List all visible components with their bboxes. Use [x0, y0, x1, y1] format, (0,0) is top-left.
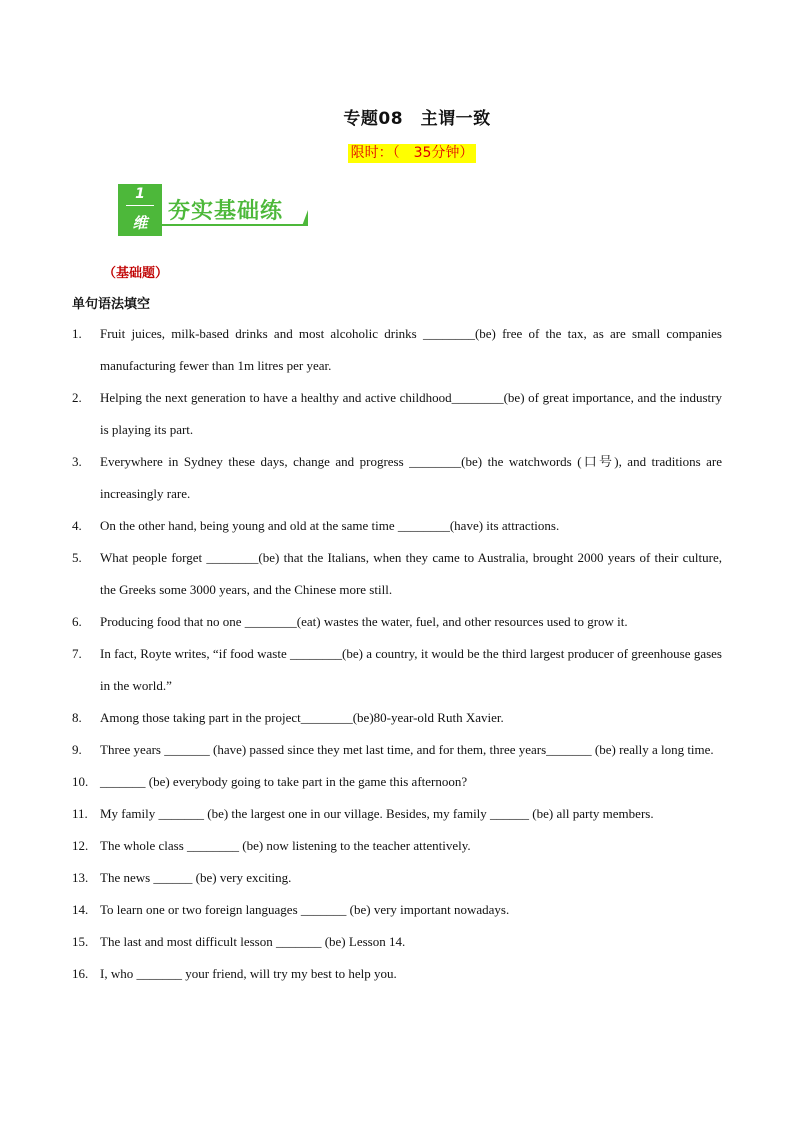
banner-number: 1	[135, 186, 145, 202]
banner-dimension: 维	[132, 214, 148, 232]
question-text: In fact, Royte writes, “if food waste ________(be) a country, it would be the third largest producer of greenhouse gases in the world.”	[100, 646, 722, 693]
banner-badge	[118, 184, 162, 236]
question-item	[72, 382, 722, 446]
question-number: 2.	[72, 390, 82, 405]
question-number: 11.	[72, 806, 88, 821]
question-number: 5.	[72, 550, 82, 565]
question-number: 12.	[72, 838, 89, 853]
question-text: The whole class ________ (be) now listening to the teacher attentively.	[100, 838, 471, 853]
question-item	[72, 318, 722, 382]
question-number: 6.	[72, 614, 82, 629]
question-item	[72, 734, 722, 766]
question-number: 4.	[72, 518, 82, 533]
question-item	[72, 894, 722, 926]
question-item	[72, 926, 722, 958]
question-text: The news ______ (be) very exciting.	[100, 870, 292, 885]
question-number: 3.	[72, 454, 82, 469]
banner-underline	[162, 224, 304, 226]
question-text: The last and most difficult lesson _______ (be) Lesson 14.	[100, 934, 406, 949]
question-number: 1.	[72, 326, 82, 341]
question-text: Everywhere in Sydney these days, change and progress ________(be) the watchwords (口号), and traditions are increasingly rare.	[100, 454, 722, 501]
time-limit-row	[0, 144, 794, 163]
question-item	[72, 606, 722, 638]
question-text: To learn one or two foreign languages _______ (be) very important nowadays.	[100, 902, 510, 917]
time-limit: 限时：（ 35分钟）	[348, 144, 477, 163]
question-number: 7.	[72, 646, 82, 661]
section-title: 单句语法填空	[72, 297, 151, 312]
question-text: My family _______ (be) the largest one in our village. Besides, my family ______ (be) all party members.	[100, 806, 654, 821]
section-banner	[118, 184, 314, 238]
question-number: 16.	[72, 966, 89, 981]
question-text: Fruit juices, milk-based drinks and most alcoholic drinks ________(be) free of the tax, as are small companies manufacturing fewer than 1m litres per year.	[100, 326, 722, 373]
question-text: Among those taking part in the project________(be)80-year-old Ruth Xavier.	[100, 710, 504, 725]
banner-tick-icon	[302, 210, 308, 226]
question-number: 9.	[72, 742, 82, 757]
banner-text: 夯实基础练	[168, 199, 284, 224]
question-text: Three years _______ (have) passed since they met last time, and for them, three years_______ (be) really a long time.	[100, 742, 714, 757]
banner-divider	[126, 205, 154, 206]
question-item	[72, 510, 722, 542]
question-number: 14.	[72, 902, 89, 917]
subsection-label: （基础题）	[103, 266, 169, 281]
question-text: Producing food that no one ________(eat) wastes the water, fuel, and other resources used to grow it.	[100, 614, 628, 629]
question-list	[72, 318, 722, 990]
question-number: 15.	[72, 934, 89, 949]
question-number: 10.	[72, 774, 89, 789]
page-title: 专题08 主谓一致	[343, 109, 491, 129]
question-item	[72, 702, 722, 734]
question-item	[72, 798, 722, 830]
question-item	[72, 830, 722, 862]
question-item	[72, 766, 722, 798]
question-item	[72, 542, 722, 606]
question-text: I, who _______ your friend, will try my best to help you.	[100, 966, 397, 981]
question-text: _______ (be) everybody going to take part in the game this afternoon?	[100, 774, 468, 789]
question-text: Helping the next generation to have a healthy and active childhood________(be) of great importance, and the industry is playing its part.	[100, 390, 722, 437]
question-item	[72, 638, 722, 702]
question-text: What people forget ________(be) that the Italians, when they came to Australia, brought 2000 years of their culture, the Greeks some 3000 years, and the Chinese more still.	[100, 550, 722, 597]
question-item	[72, 446, 722, 510]
question-number: 13.	[72, 870, 89, 885]
question-text: On the other hand, being young and old at the same time ________(have) its attractions.	[100, 518, 560, 533]
question-item	[72, 862, 722, 894]
question-item	[72, 958, 722, 990]
question-number: 8.	[72, 710, 82, 725]
